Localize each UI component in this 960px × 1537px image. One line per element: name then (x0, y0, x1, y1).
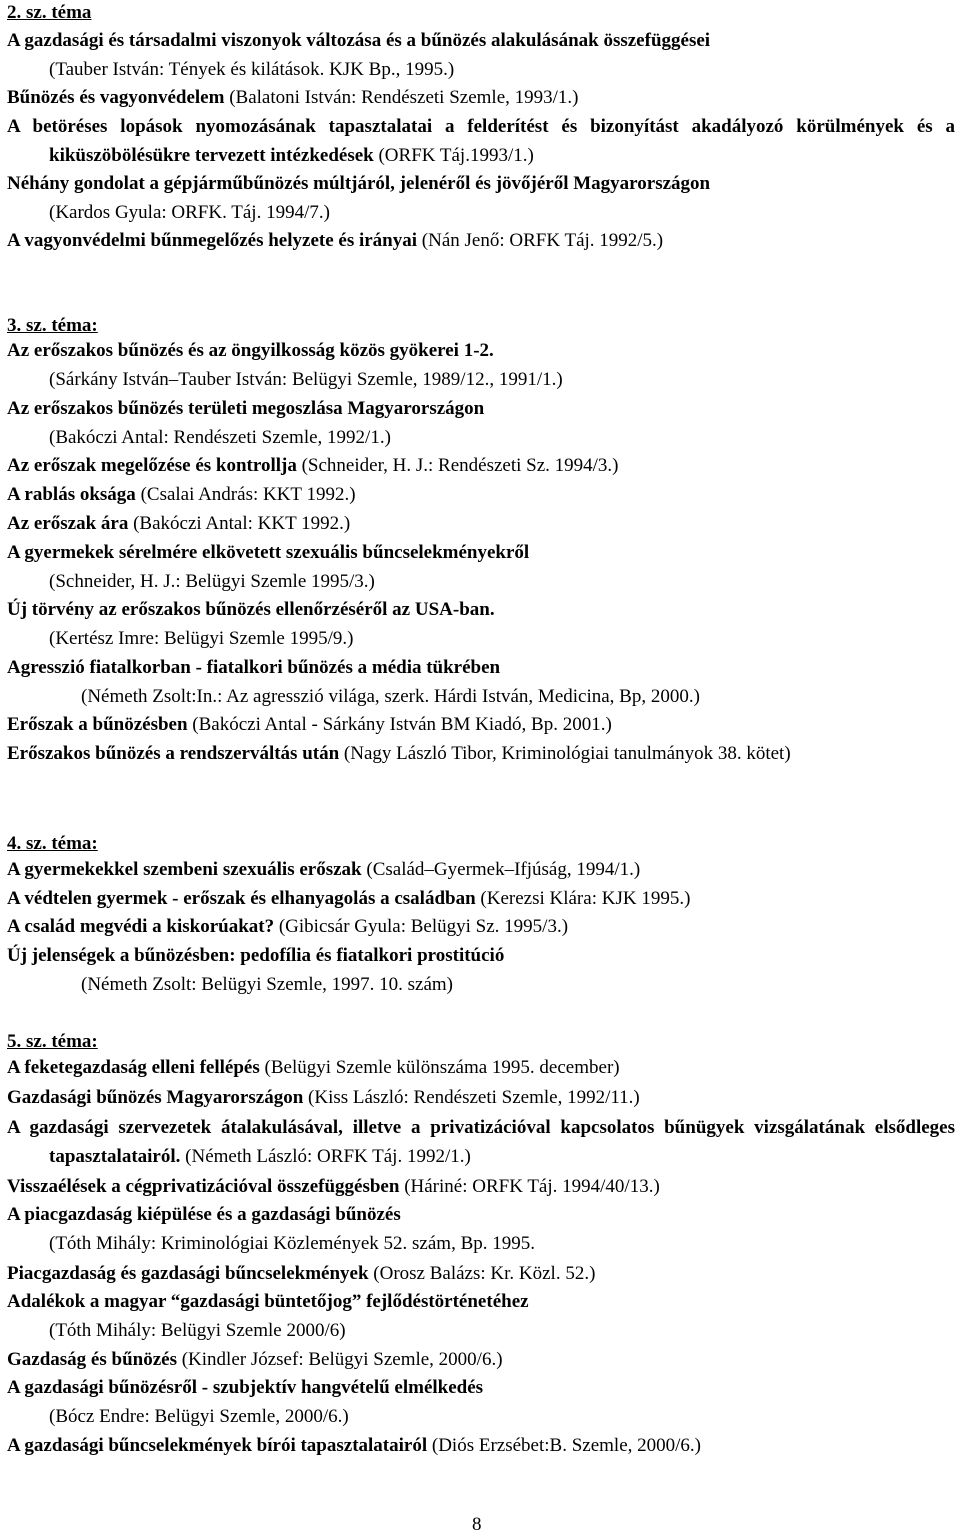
entry-title: A védtelen gyermek - erőszak és elhanyagolás a családban (7, 888, 476, 909)
entry-title: Visszaélések a cégprivatizációval összefüggésben (7, 1176, 400, 1197)
entry-title: A család megvédi a kiskorúakat? (7, 916, 275, 937)
entry-source: (Bakóczi Antal - Sárkány István BM Kiadó, Bp. 2001.) (192, 714, 612, 735)
entry-source: (Tóth Mihály: Belügyi Szemle 2000/6) (49, 1319, 346, 1341)
bibliography-entry (7, 711, 955, 740)
entry-source: (ORFK Táj.1993/1.) (378, 144, 534, 166)
entry-title: Az erőszakos bűnözés területi megoszlása Magyarországon (7, 398, 485, 419)
entry-source: (Kiss László: Rendészeti Szemle, 1992/11.) (308, 1087, 640, 1108)
entry-source: (Háriné: ORFK Táj. 1994/40/13.) (404, 1176, 660, 1197)
entry-source: (Nán Jenő: ORFK Táj. 1992/5.) (421, 230, 664, 251)
entry-title: Piacgazdaság és gazdasági bűncselekmények (7, 1263, 369, 1284)
entry-source: (Németh Zsolt:In.: Az agresszió világa, szerk. Hárdi István, Medicina, Bp, 2000.) (81, 685, 700, 707)
entry-title: A vagyonvédelmi bűnmegelőzés helyzete és irányai (7, 230, 418, 251)
entry-source: (Gibicsár Gyula: Belügyi Sz. 1995/3.) (278, 916, 569, 937)
bibliography-entry (7, 27, 955, 85)
entry-title: A gyermekekkel szembeni szexuális erőszak (7, 859, 362, 880)
section-heading: 2. sz. téma (7, 2, 92, 23)
entry-title: Néhány gondolat a gépjárműbűnözés múltjáról, jelenéről és jövőjéről Magyarországon (7, 173, 711, 194)
entry-source: (Bakóczi Antal: Rendészeti Szemle, 1992/1.) (49, 426, 391, 448)
entry-title: Bűnözés és vagyonvédelem (7, 87, 225, 108)
bibliography-entry (7, 113, 955, 171)
bibliography-entry (7, 481, 955, 510)
entry-source: (Kerezsi Klára: KJK 1995.) (480, 888, 691, 909)
entry-title: A gazdasági bűnözésről - szubjektív hangvételű elmélkedés (7, 1377, 484, 1398)
entry-source: (Tóth Mihály: Kriminológiai Közlemények 52. szám, Bp. 1995. (49, 1232, 536, 1254)
bibliography-entry (7, 395, 955, 453)
entry-source: (Sárkány István–Tauber István: Belügyi Szemle, 1989/12., 1991/1.) (49, 368, 563, 390)
entry-source: (Schneider, H. J.: Belügyi Szemle 1995/3.) (49, 570, 375, 592)
entry-title: Adalékok a magyar “gazdasági büntetőjog” fejlődéstörténetéhez (7, 1291, 529, 1312)
entry-title: Az erőszakos bűnözés és az öngyilkosság közös gyökerei 1-2. (7, 340, 494, 361)
entry-source: (Család–Gyermek–Ifjúság, 1994/1.) (366, 859, 641, 880)
entry-title: Erőszakos bűnözés a rendszerváltás után (7, 743, 340, 764)
section-heading: 3. sz. téma: (7, 315, 98, 336)
bibliography-entry (7, 539, 955, 597)
entry-title: A betöréses lopások nyomozásának tapasztalatai a felderítést és bizonyítást akadályozó körülmények és a kiküszöbölésükre tervezett intézkedések (7, 116, 955, 166)
entry-title: Gazdaság és bűnözés (7, 1349, 177, 1370)
entry-source: (Bakóczi Antal: KKT 1992.) (133, 513, 351, 534)
bibliography-entry (7, 1374, 955, 1432)
entry-title: Az erőszak ára (7, 513, 129, 534)
bibliography-entry (7, 1288, 955, 1346)
entry-source: (Belügyi Szemle különszáma 1995. december) (264, 1057, 620, 1078)
entry-title: A piacgazdaság kiépülése és a gazdasági bűnözés (7, 1204, 401, 1225)
bibliography-entry (7, 942, 955, 1000)
entry-title: Gazdasági bűnözés Magyarországon (7, 1087, 304, 1108)
entry-title: A gazdasági bűncselekmények bírói tapasztalatairól (7, 1435, 428, 1456)
entry-source: (Németh Zsolt: Belügyi Szemle, 1997. 10. szám) (81, 973, 454, 995)
entry-source: (Orosz Balázs: Kr. Közl. 52.) (373, 1263, 596, 1284)
bibliography-entry (7, 510, 955, 539)
bibliography-entry (7, 885, 955, 914)
bibliography-entry (7, 596, 955, 654)
bibliography-entry (7, 913, 955, 942)
entry-title: A feketegazdaság elleni fellépés (7, 1057, 260, 1078)
entry-source: (Kertész Imre: Belügyi Szemle 1995/9.) (49, 627, 354, 649)
entry-source: (Csalai András: KKT 1992.) (140, 484, 356, 505)
bibliography-entry (7, 740, 955, 769)
entry-title: Új törvény az erőszakos bűnözés ellenőrzéséről az USA-ban. (7, 599, 495, 620)
entry-title: A gyermekek sérelmére elkövetett szexuális bűncselekményekről (7, 542, 530, 563)
bibliography-entry (7, 856, 955, 885)
section-heading: 5. sz. téma: (7, 1031, 98, 1052)
bibliography-entry (7, 1201, 955, 1259)
entry-source: (Balatoni István: Rendészeti Szemle, 1993/1.) (229, 87, 579, 108)
bibliography-entry (7, 1114, 955, 1172)
entry-title: Az erőszak megelőzése és kontrollja (7, 455, 297, 476)
section-heading: 4. sz. téma: (7, 833, 98, 854)
entry-title: A gazdasági szervezetek átalakulásával, illetve a privatizációval kapcsolatos bűnügyek vizsgálatának elsődleges tapasztalatairól. (7, 1117, 955, 1167)
bibliography-entry (7, 1432, 955, 1461)
entry-title: Erőszak a bűnözésben (7, 714, 188, 735)
bibliography-entry (7, 1173, 955, 1202)
bibliography-entry (7, 452, 955, 481)
entry-source: (Németh László: ORFK Táj. 1992/1.) (185, 1145, 471, 1167)
entry-source: (Kindler József: Belügyi Szemle, 2000/6.) (181, 1349, 503, 1370)
entry-source: (Diós Erzsébet:B. Szemle, 2000/6.) (431, 1435, 701, 1456)
entry-source: (Nagy László Tibor, Kriminológiai tanulmányok 38. kötet) (343, 743, 791, 764)
entry-title: Agresszió fiatalkorban - fiatalkori bűnözés a média tükrében (7, 657, 501, 678)
bibliography-entry (7, 227, 955, 256)
bibliography-entry (7, 1346, 955, 1375)
entry-source: (Kardos Gyula: ORFK. Táj. 1994/7.) (49, 201, 330, 223)
bibliography-entry (7, 654, 955, 712)
entry-source: (Bócz Endre: Belügyi Szemle, 2000/6.) (49, 1405, 349, 1427)
bibliography-entry (7, 1084, 955, 1113)
bibliography-entry (7, 84, 955, 113)
entry-title: A rablás oksága (7, 484, 136, 505)
bibliography-entry (7, 1260, 955, 1289)
entry-source: (Schneider, H. J.: Rendészeti Sz. 1994/3.) (301, 455, 619, 476)
bibliography-entry (7, 337, 955, 395)
bibliography-entry (7, 1054, 955, 1083)
entry-source: (Tauber István: Tények és kilátások. KJK Bp., 1995.) (49, 58, 455, 80)
entry-title: Új jelenségek a bűnözésben: pedofília és fiatalkori prostitúció (7, 945, 505, 966)
page-number: 8 (472, 1514, 482, 1535)
bibliography-entry (7, 170, 955, 228)
entry-title: A gazdasági és társadalmi viszonyok változása és a bűnözés alakulásának összefüggései (7, 30, 711, 51)
